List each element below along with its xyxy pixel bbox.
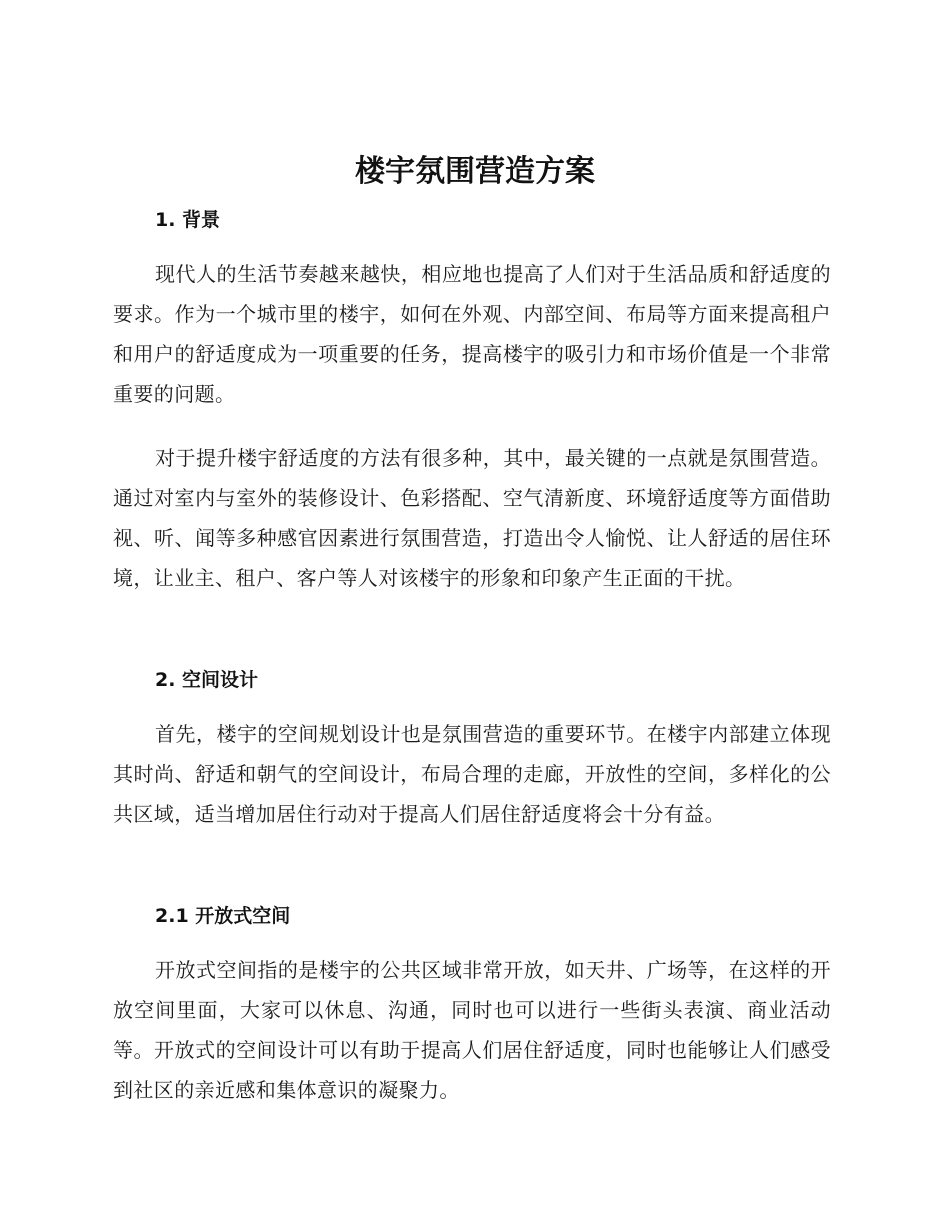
section-heading-space-design: 2. 空间设计 <box>155 669 259 691</box>
paragraph-background-1: 现代人的生活节奏越来越快，相应地也提高了人们对于生活品质和舒适度的要求。作为一个城市里的楼宇，如何在外观、内部空间、布局等方面来提高租户和用户的舒适度成为一项重要的任务，提高楼宇的吸引力和市场价值是一个非常重要的问题。 <box>113 262 831 406</box>
paragraph-background-2: 对于提升楼宇舒适度的方法有很多种，其中，最关键的一点就是氛围营造。通过对室内与室外的装修设计、色彩搭配、空气清新度、环境舒适度等方面借助视、听、闻等多种感官因素进行氛围营造，打造出令人愉悦、让人舒适的居住环境，让业主、租户、客户等人对该楼宇的形象和印象产生正面的干扰。 <box>113 446 831 590</box>
paragraph-space-design: 首先，楼宇的空间规划设计也是氛围营造的重要环节。在楼宇内部建立体现其时尚、舒适和朝气的空间设计，布局合理的走廊，开放性的空间，多样化的公共区域，适当增加居住行动对于提高人们居住舒适度将会十分有益。 <box>113 722 831 826</box>
section-heading-open-space: 2.1 开放式空间 <box>155 905 291 927</box>
document-title: 楼宇氛围营造方案 <box>355 154 595 189</box>
paragraph-open-space: 开放式空间指的是楼宇的公共区域非常开放，如天井、广场等，在这样的开放空间里面，大家可以休息、沟通，同时也可以进行一些街头表演、商业活动等。开放式的空间设计可以有助于提高人们居住舒适度，同时也能够让人们感受到社区的亲近感和集体意识的凝聚力。 <box>113 958 831 1102</box>
section-heading-background: 1. 背景 <box>155 209 221 231</box>
